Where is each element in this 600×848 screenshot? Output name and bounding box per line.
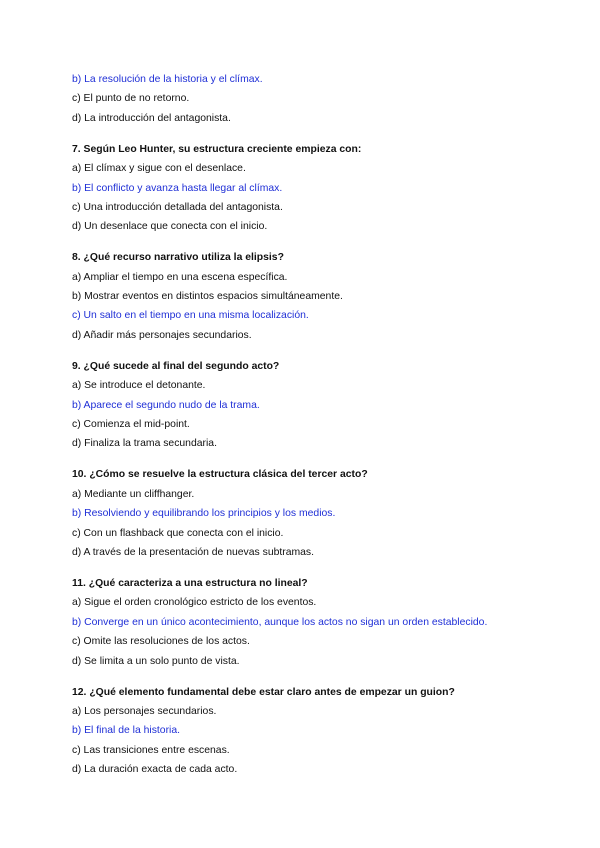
question-block-7 xyxy=(72,140,542,237)
answer-option: b) Mostrar eventos en distintos espacios simultáneamente. xyxy=(72,291,343,303)
answer-option-correct: b) El final de la historia. xyxy=(72,725,181,737)
question-heading: 12. ¿Qué elemento fundamental debe estar claro antes de empezar un guion? xyxy=(72,686,455,698)
question-block-12 xyxy=(72,683,542,780)
answer-option: a) Mediante un cliffhanger. xyxy=(72,488,195,500)
question-block-9 xyxy=(72,357,542,454)
answer-option: c) Una introducción detallada del antagonista. xyxy=(72,201,283,213)
answer-option: d) Finaliza la trama secundaria. xyxy=(72,438,217,450)
question-block-8 xyxy=(72,248,542,345)
question-heading: 11. ¿Qué caracteriza a una estructura no lineal? xyxy=(72,577,308,589)
question-heading: 7. Según Leo Hunter, su estructura creciente empieza con: xyxy=(72,143,362,155)
answer-option: d) Añadir más personajes secundarios. xyxy=(72,329,252,341)
question-heading: 8. ¿Qué recurso narrativo utiliza la elipsis? xyxy=(72,252,284,264)
answer-option: a) Sigue el orden cronológico estricto de los eventos. xyxy=(72,597,317,609)
answer-option: d) Un desenlace que conecta con el inicio. xyxy=(72,221,268,233)
answer-option: c) Omite las resoluciones de los actos. xyxy=(72,636,250,648)
answer-option: d) La duración exacta de cada acto. xyxy=(72,764,238,776)
answer-option: a) Los personajes secundarios. xyxy=(72,705,217,717)
answer-option: d) A través de la presentación de nuevas subtramas. xyxy=(72,546,315,558)
question-block-10 xyxy=(72,465,542,562)
answer-option: c) Las transiciones entre escenas. xyxy=(72,744,230,756)
answer-option: a) Ampliar el tiempo en una escena específica. xyxy=(72,271,288,283)
question-heading: 10. ¿Cómo se resuelve la estructura clásica del tercer acto? xyxy=(72,469,368,481)
answer-option: a) El clímax y sigue con el desenlace. xyxy=(72,163,246,175)
lead-in-options xyxy=(72,70,542,128)
answer-option-correct: b) Converge en un único acontecimiento, aunque los actos no sigan un orden establecido. xyxy=(72,616,488,628)
answer-option-correct: b) El conflicto y avanza hasta llegar al clímax. xyxy=(72,182,283,194)
answer-option-correct: b) Aparece el segundo nudo de la trama. xyxy=(72,399,260,411)
answer-option: c) Con un flashback que conecta con el inicio. xyxy=(72,527,284,539)
quiz-content xyxy=(72,70,542,779)
question-heading: 9. ¿Qué sucede al final del segundo acto? xyxy=(72,360,280,372)
question-block-11 xyxy=(72,574,542,671)
answer-option-correct: c) Un salto en el tiempo en una misma localización. xyxy=(72,310,309,322)
answer-option: d) Se limita a un solo punto de vista. xyxy=(72,655,240,667)
answer-option: a) Se introduce el detonante. xyxy=(72,380,206,392)
answer-option: c) Comienza el mid-point. xyxy=(72,419,190,431)
answer-option: c) El punto de no retorno. xyxy=(72,93,190,105)
answer-option-correct: b) La resolución de la historia y el clímax. xyxy=(72,74,263,85)
answer-option: d) La introducción del antagonista. xyxy=(72,112,231,124)
answer-option-correct: b) Resolviendo y equilibrando los principios y los medios. xyxy=(72,508,336,520)
